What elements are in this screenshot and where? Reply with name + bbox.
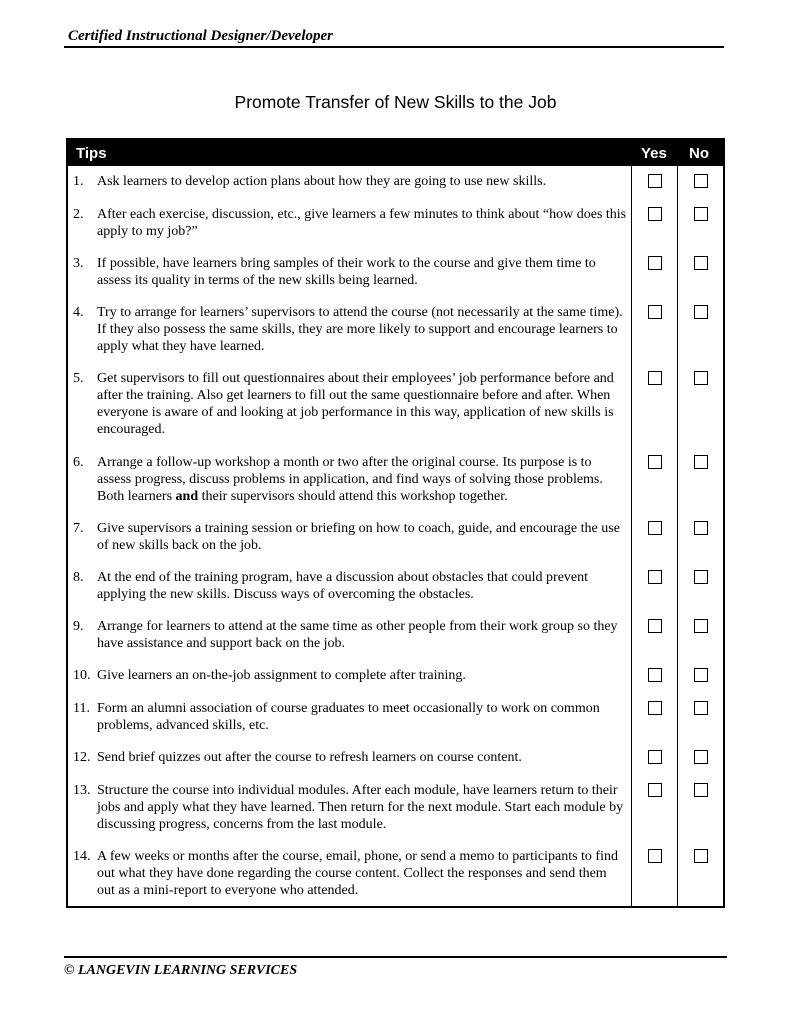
no-checkbox[interactable]	[694, 750, 708, 764]
row-number: 1.	[73, 174, 84, 189]
tip-text: Give learners an on-the-job assignment to complete after training.	[97, 668, 466, 683]
tip-text: A few weeks or months after the course, email, phone, or send a memo to participants to find out what they have done regarding the course content. Collect the responses and send them out as a mini-report to everyone who attended.	[97, 849, 618, 898]
tip-text: Structure the course into individual modules. After each module, have learners return to their jobs and apply what they have learned. Then return for the next module. Start each module by discussing progress, concerns from the last module.	[97, 783, 624, 832]
yes-checkbox[interactable]	[648, 305, 662, 319]
tip-text-emphasis: and	[175, 489, 199, 504]
no-checkbox[interactable]	[694, 849, 708, 863]
no-checkbox[interactable]	[694, 256, 708, 270]
tip-text: Form an alumni association of course graduates to meet occasionally to work on common problems, advanced skills, etc.	[97, 701, 600, 733]
row-number: 12.	[73, 750, 91, 765]
yes-checkbox[interactable]	[648, 701, 662, 715]
column-divider-yes	[631, 140, 632, 906]
row-number: 11.	[73, 701, 90, 716]
yes-checkbox[interactable]	[648, 849, 662, 863]
row-number: 13.	[73, 783, 91, 798]
row-number: 9.	[73, 619, 84, 634]
tip-text: Arrange for learners to attend at the same time as other people from their work group so they have assistance and support back on the job.	[97, 619, 618, 651]
tip-text: Send brief quizzes out after the course to refresh learners on course content.	[97, 750, 522, 765]
no-checkbox[interactable]	[694, 305, 708, 319]
column-header-yes: Yes	[641, 145, 667, 162]
tip-text: Try to arrange for learners’ supervisors to attend the course (not necessarily at the same time). If they also possess the same skills, they are more likely to support and encourage learners to apply what they have learned.	[97, 305, 623, 354]
yes-checkbox[interactable]	[648, 570, 662, 584]
row-number: 7.	[73, 521, 84, 536]
no-checkbox[interactable]	[694, 371, 708, 385]
no-checkbox[interactable]	[694, 455, 708, 469]
column-header-tips: Tips	[76, 145, 107, 162]
yes-checkbox[interactable]	[648, 668, 662, 682]
no-checkbox[interactable]	[694, 207, 708, 221]
column-divider-no	[677, 140, 678, 906]
header-divider	[64, 46, 724, 48]
row-number: 8.	[73, 570, 84, 585]
yes-checkbox[interactable]	[648, 256, 662, 270]
no-checkbox[interactable]	[694, 701, 708, 715]
yes-checkbox[interactable]	[648, 207, 662, 221]
yes-checkbox[interactable]	[648, 371, 662, 385]
yes-checkbox[interactable]	[648, 619, 662, 633]
tips-table	[66, 138, 725, 908]
table-header	[68, 140, 723, 166]
no-checkbox[interactable]	[694, 783, 708, 797]
row-number: 6.	[73, 455, 84, 470]
row-number: 14.	[73, 849, 91, 864]
yes-checkbox[interactable]	[648, 174, 662, 188]
tip-text-part: Arrange a follow-up workshop a month or two after the original course. Its purpose is to assess progress, discuss problems in application, and find ways of solving those problems. Both learners	[97, 455, 603, 504]
footer-divider	[64, 956, 727, 958]
yes-checkbox[interactable]	[648, 750, 662, 764]
document-header: Certified Instructional Designer/Developer	[68, 28, 333, 44]
tip-text: If possible, have learners bring samples of their work to the course and give them time to assess its quality in terms of the new skills being learned.	[97, 256, 596, 288]
page-title: Promote Transfer of New Skills to the Job	[234, 92, 557, 112]
row-number: 2.	[73, 207, 84, 222]
no-checkbox[interactable]	[694, 619, 708, 633]
no-checkbox[interactable]	[694, 521, 708, 535]
row-number: 4.	[73, 305, 84, 320]
tip-text-part: their supervisors should attend this workshop together.	[198, 489, 508, 504]
no-checkbox[interactable]	[694, 174, 708, 188]
tip-text: After each exercise, discussion, etc., give learners a few minutes to think about “how does this apply to my job?”	[97, 207, 627, 239]
row-number: 5.	[73, 371, 84, 386]
tip-text: Ask learners to develop action plans about how they are going to use new skills.	[97, 174, 547, 189]
tip-text: Give supervisors a training session or briefing on how to coach, guide, and encourage the use of new skills back on the job.	[97, 521, 620, 553]
row-number: 10.	[73, 668, 91, 683]
no-checkbox[interactable]	[694, 570, 708, 584]
no-checkbox[interactable]	[694, 668, 708, 682]
yes-checkbox[interactable]	[648, 455, 662, 469]
footer-copyright: © LANGEVIN LEARNING SERVICES	[64, 963, 298, 978]
tip-text: At the end of the training program, have a discussion about obstacles that could prevent applying the new skills. Discuss ways of overcoming the obstacles.	[97, 570, 589, 602]
yes-checkbox[interactable]	[648, 783, 662, 797]
row-number: 3.	[73, 256, 84, 271]
tip-text	[97, 454, 627, 505]
tip-text: Get supervisors to fill out questionnaires about their employees’ job performance before and after the training. Also get learners to fill out the same questionnaire before and after. When everyone is aware of and looking at job performance in this way, application of new skills is encouraged.	[97, 371, 614, 437]
yes-checkbox[interactable]	[648, 521, 662, 535]
column-header-no: No	[689, 145, 709, 162]
